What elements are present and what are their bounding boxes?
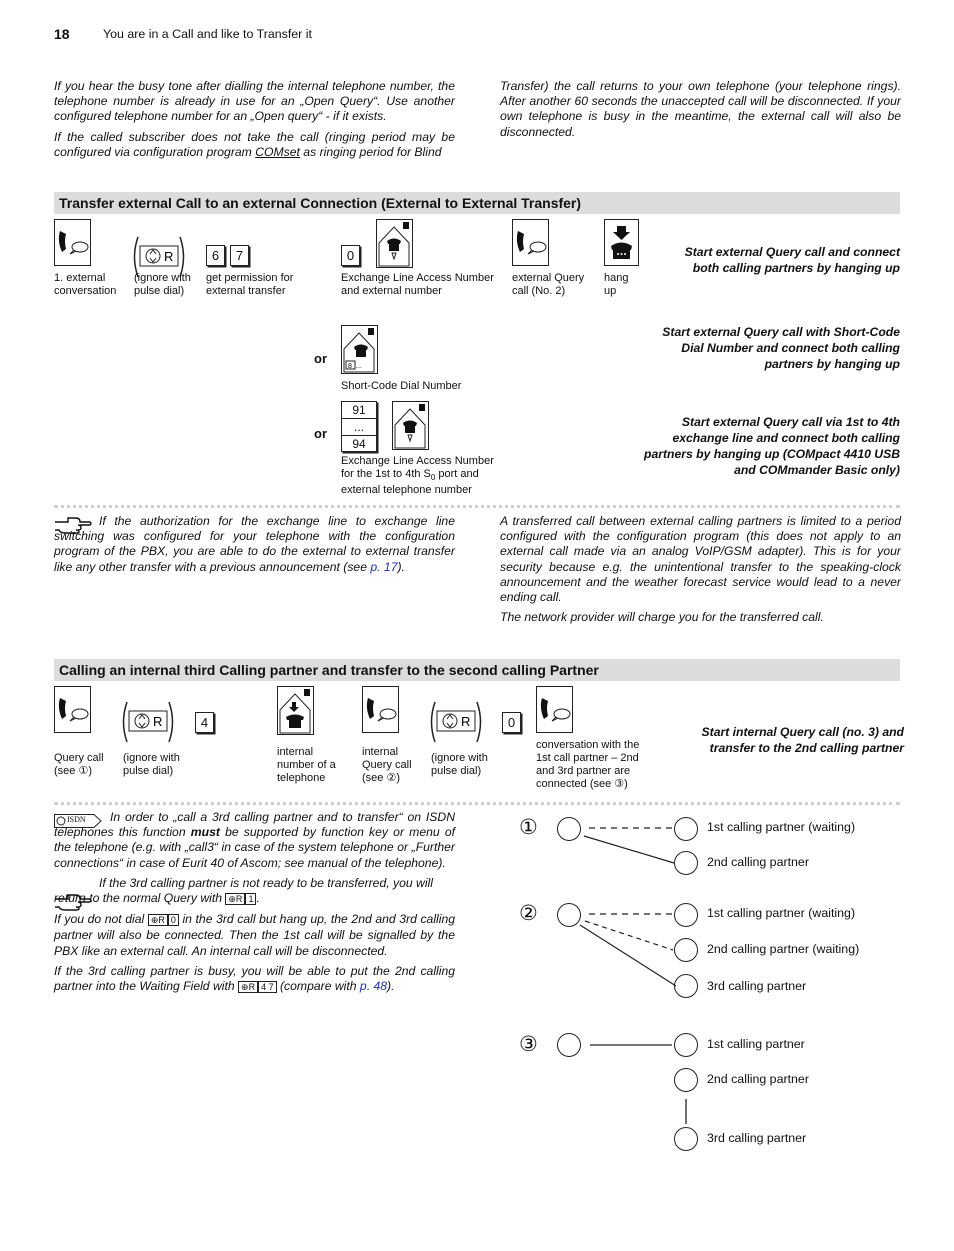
page-48-link[interactable]: p. 48	[359, 979, 388, 994]
diagram-label: 1st calling partner (waiting)	[707, 820, 856, 834]
diagram-label: 3rd calling partner	[707, 979, 807, 993]
comset-link[interactable]: COMset	[255, 144, 300, 159]
intro-p2-text: If the called subscriber does not take the call (ringing period may be configured via configuration program	[54, 129, 455, 159]
note-busy-a: If the 3rd calling partner is busy, you will be able to put the 2nd calling partner into the Waiting Field with	[54, 963, 455, 994]
note-provider-charge: The network provider will charge you for the transferred call.	[500, 610, 824, 625]
note-left-text: If the authorization for the exchange line to exchange line switching was configured for your telephone with the configuration program of the PBX, you are able to do the external to external transfer like any other transfer with a previous announcement (see	[54, 514, 455, 574]
note-left-end: ).	[397, 559, 405, 574]
label-query-call-a: Query call	[54, 752, 104, 764]
key-4: 4	[195, 712, 214, 733]
instruction-2: Start external Query call with Short-Code Dial Number and connect both calling partners by hanging up	[662, 325, 900, 371]
note-return-text: If the 3rd calling partner is not ready to be transferred, you will return to the normal Query with	[54, 875, 433, 906]
label-internal-number: internal number of a telephone	[277, 746, 336, 784]
label-exchange-4th-sub: 0	[430, 473, 436, 483]
or-label-1: or	[314, 351, 327, 366]
key-6: 6	[206, 245, 225, 266]
note-hangup-b: in the 3rd call but hang up, the 2nd and 3rd calling partner will also be connected. Then the 1st call will be signalled by the PBX like an external call. An internal call will be disconnected.	[54, 912, 455, 958]
diagram-label: 2nd calling partner	[707, 855, 809, 869]
label-exchange-access: Exchange Line Access Number and external number	[341, 272, 494, 297]
label-hang-up: hang up	[604, 272, 629, 297]
diagram-marker-1: ①	[519, 816, 538, 839]
label-ignore-pulse-1: (ignore with pulse dial)	[123, 752, 180, 777]
instruction-3: Start external Query call via 1st to 4th exchange line and connect both calling partners by hanging up (COMpact 4410 USB and COMmander Basic only)	[644, 415, 900, 477]
label-query-call-b: (see ①)	[54, 765, 92, 777]
key-7: 7	[230, 245, 249, 266]
or-label-2: or	[314, 426, 327, 441]
note-busy-c: ).	[387, 979, 395, 994]
intro-paragraph-3: Transfer) the call returns to your own telephone (your telephone rings). After another 60 seconds the unaccepted call will be disconnected. If your own telephone is busy in the meantime, the external call will also be disconnected.	[500, 79, 901, 139]
note-busy-b: (compare with	[276, 979, 360, 994]
intro-paragraph-1: If you hear the busy tone after dialling the internal telephone number, the telephone number is already in use for an „Open Query“. Use another configured telephone number for an „Open query“ - if it exists.	[54, 79, 455, 124]
key-ellipsis: ...	[342, 419, 376, 436]
page-header-title: You are in a Call and like to Transfer it	[103, 27, 312, 41]
label-internal-query-a: internal Query call	[362, 746, 412, 771]
label-internal-query-b: (see ②)	[362, 772, 400, 784]
instruction-internal-query: Start internal Query call (no. 3) and transfer to the 2nd calling partner	[701, 725, 904, 755]
inline-keys-4-7: 4 7	[258, 981, 277, 993]
diagram-marker-3: ③	[519, 1033, 538, 1056]
label-conversation: conversation with the 1st call partner – 2nd and 3rd partner are connected (see ③)	[536, 739, 640, 790]
note-return-query: If the 3rd calling partner is not ready to be transferred, you will return to the normal Query with ⊕R 1 .	[54, 875, 433, 906]
svg-text:R: R	[461, 714, 471, 729]
svg-text:...: ...	[356, 363, 362, 370]
isdn-label: ISDN	[67, 815, 86, 824]
svg-text:8: 8	[348, 363, 352, 370]
inline-recall-key-icon: ⊕R	[238, 981, 258, 993]
inline-recall-key-icon: ⊕R	[148, 914, 168, 926]
page-number: 18	[54, 26, 70, 42]
key-91: 91	[342, 402, 376, 419]
key-0: 0	[502, 712, 521, 733]
intro-p2-text-end: as ringing period for Blind	[299, 144, 442, 159]
page-17-link[interactable]: p. 17	[370, 559, 398, 574]
diagram-label: 2nd calling partner	[707, 1072, 809, 1086]
diagram-label: 1st calling partner (waiting)	[707, 906, 856, 920]
inline-key-0: 0	[168, 914, 179, 926]
note-isdn-bold: must	[190, 825, 220, 840]
note-isdn-a: In order to „call a 3rd calling partner and to transfer“ on ISDN telephones this function	[54, 810, 455, 840]
note-isdn-b: be supported by function key or menu of the telephone (e.g. with „call3“ in case of the system telephone or „Further connections“ in case of Eurit 40 of Ascom; see manual of the telephone).	[54, 825, 455, 870]
label-short-code: Short-Code Dial Number	[341, 380, 462, 392]
diagram-label: 1st calling partner	[707, 1037, 805, 1051]
label-external-query: external Query call (No. 2)	[512, 272, 585, 297]
section-heading-external-transfer: Transfer external Call to an external Connection (External to External Transfer)	[54, 192, 900, 214]
note-transfer-limit: A transferred call between external calling partners is limited to a period configured with the configuration program (this does not apply to an external call made via an analog VoIP/GSM adapter). This is for your security because e.g. the unintentional transfer to the speaking-clock announcement and the weather forecast service would lead to a never ending call.	[500, 514, 901, 605]
diagram-marker-2: ②	[519, 902, 538, 925]
note-hangup-a: If you do not dial	[54, 912, 145, 927]
label-exchange-4th-b: port and external telephone number	[341, 468, 479, 497]
svg-text:R: R	[153, 714, 163, 729]
key-0: 0	[341, 245, 360, 266]
diagram-label: 2nd calling partner (waiting)	[707, 942, 860, 956]
diagram-label: 3rd calling partner	[707, 1131, 807, 1145]
label-ignore-pulse: (ignore with pulse dial)	[134, 272, 191, 297]
inline-recall-key-icon: ⊕R	[225, 893, 245, 905]
label-exchange-4th-a: Exchange Line Access Number for the 1st to 4th S	[341, 455, 494, 480]
inline-key-1: 1	[245, 893, 256, 905]
svg-text:R: R	[164, 249, 174, 264]
section-heading-third-partner: Calling an internal third Calling partner and transfer to the second calling Partner	[54, 659, 900, 681]
label-external-conversation: 1. external conversation	[54, 272, 117, 297]
label-get-permission: get permission for external transfer	[206, 272, 294, 297]
label-ignore-pulse-2: (ignore with pulse dial)	[431, 752, 488, 777]
instruction-1: Start external Query call and connect both calling partners by hanging up	[684, 245, 900, 275]
key-94: 94	[352, 437, 366, 451]
